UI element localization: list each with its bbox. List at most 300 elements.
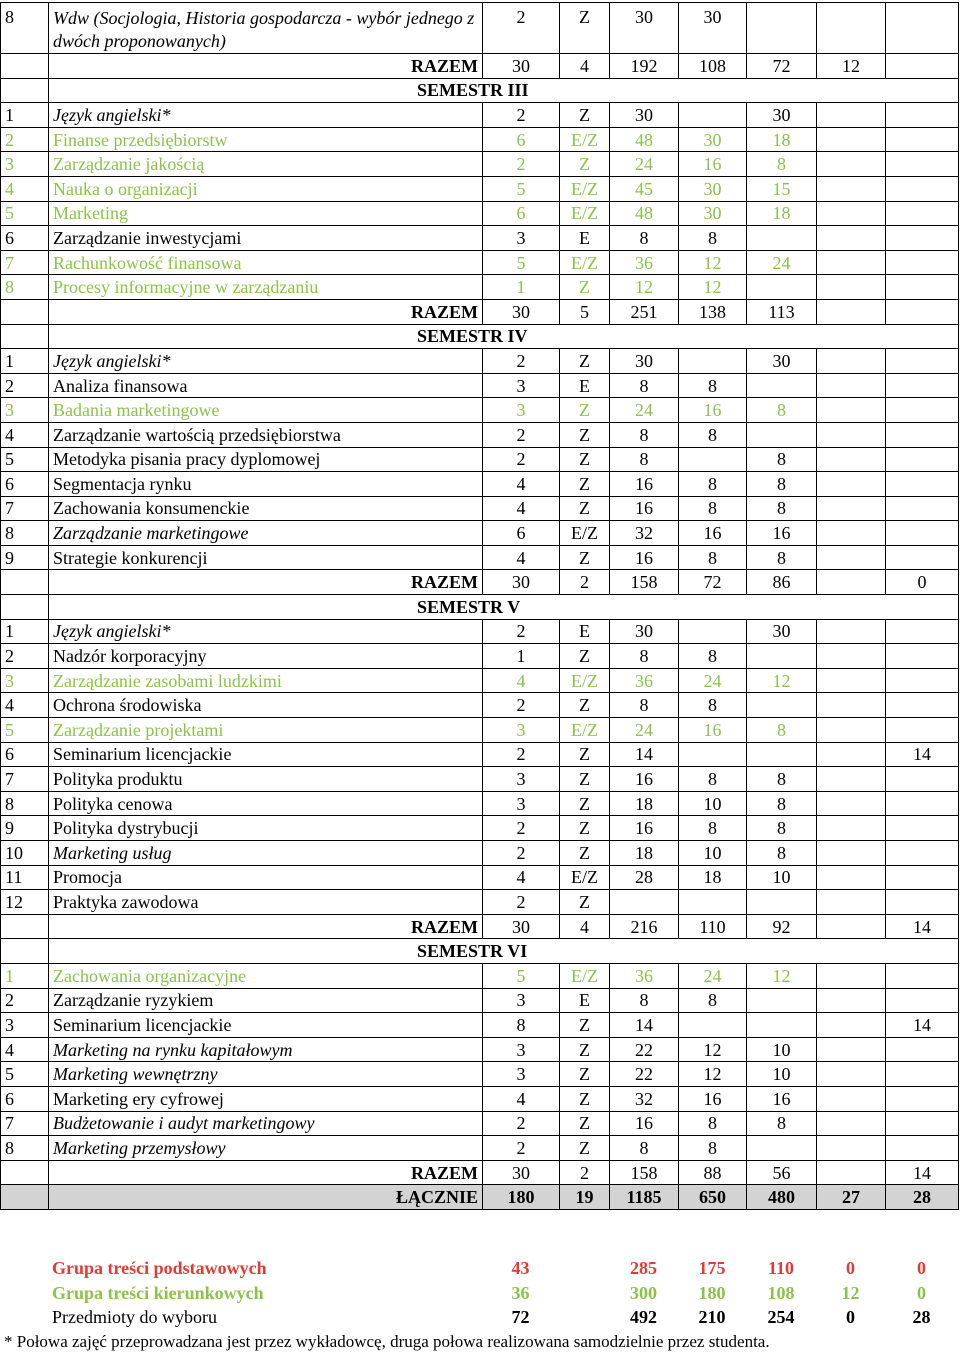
seminar-hours-cell (886, 668, 959, 693)
lecture-hours-cell: 8 (679, 988, 747, 1013)
table-row (1, 1013, 959, 1038)
exam-form-cell: E/Z (560, 668, 610, 693)
ects-cell: 2 (483, 447, 560, 472)
hours-total-cell: 8 (610, 373, 679, 398)
seminar-hours-cell (886, 718, 959, 743)
seminar-hours-cell (886, 644, 959, 669)
table-row (1, 841, 959, 866)
table-row (1, 103, 959, 128)
ects-cell: 2 (483, 349, 560, 374)
seminar-total: 0 (886, 570, 959, 595)
exercise-hours-cell (747, 693, 817, 718)
table-row (1, 644, 959, 669)
table-row (1, 226, 959, 251)
semester-total-label: RAZEM (49, 1160, 483, 1185)
row-number: 10 (1, 841, 49, 866)
course-name: Badania marketingowe (49, 398, 483, 423)
table-row (1, 373, 959, 398)
course-name: Procesy informacyjne w zarządzaniu (49, 275, 483, 300)
exercise-hours-cell (747, 1136, 817, 1161)
table-row (1, 865, 959, 890)
lecture-hours-cell: 16 (679, 1086, 747, 1111)
lab-hours-cell (817, 545, 886, 570)
ects-cell: 5 (483, 250, 560, 275)
table-row (1, 767, 959, 792)
course-name: Zachowania organizacyjne (49, 963, 483, 988)
course-name: Budżetowanie i audyt marketingowy (49, 1111, 483, 1136)
lab-hours-cell (817, 176, 886, 201)
table-row (1, 250, 959, 275)
lecture-hours-cell: 30 (679, 3, 747, 54)
row-number: 5 (1, 1062, 49, 1087)
lecture-hours-cell: 12 (679, 275, 747, 300)
hours-total: 192 (610, 54, 679, 79)
course-name: Marketing (49, 201, 483, 226)
exercise-hours-cell: 10 (747, 865, 817, 890)
exercise-hours-cell: 30 (747, 103, 817, 128)
ects-cell: 3 (483, 767, 560, 792)
course-name: Polityka cenowa (49, 791, 483, 816)
seminar-hours-cell (886, 816, 959, 841)
table-row (1, 570, 959, 595)
lecture-hours-cell (679, 349, 747, 374)
ects-cell: 4 (483, 472, 560, 497)
lecture-hours-cell: 16 (679, 152, 747, 177)
row-number: 8 (1, 275, 49, 300)
course-name: Zarządzanie ryzykiem (49, 988, 483, 1013)
empty-cell (1, 1160, 49, 1185)
lecture-hours-cell: 30 (679, 201, 747, 226)
hours-total-cell: 14 (610, 1013, 679, 1038)
table-row (1, 3, 959, 54)
ects-cell: 2 (483, 816, 560, 841)
hours-total: 1185 (610, 1185, 679, 1210)
course-name: Zarządzanie jakością (49, 152, 483, 177)
grand-total-label: ŁĄCZNIE (49, 1185, 483, 1210)
hours-total-cell: 36 (610, 668, 679, 693)
ects-total: 30 (483, 1160, 560, 1185)
empty-cell (0, 1281, 48, 1306)
seminar-hours-cell (886, 545, 959, 570)
seminar-hours-cell (886, 791, 959, 816)
lab-hours-cell (817, 275, 886, 300)
course-name: Finanse przedsiębiorstw (49, 127, 483, 152)
hours-total-cell: 16 (610, 1111, 679, 1136)
empty-cell (0, 1256, 48, 1281)
seminar-hours-cell (886, 250, 959, 275)
hours-total-cell: 30 (610, 619, 679, 644)
course-name: Polityka produktu (49, 767, 483, 792)
hours-total-cell: 8 (610, 1136, 679, 1161)
seminar-hours-cell: 14 (886, 1013, 959, 1038)
exam-form-cell: Z (560, 349, 610, 374)
lab-hours-cell (817, 767, 886, 792)
table-row (1, 275, 959, 300)
lecture-hours-cell: 8 (679, 644, 747, 669)
seminar-total (886, 54, 959, 79)
seminar-hours-cell (886, 275, 959, 300)
exam-count: 19 (560, 1185, 610, 1210)
exercise-total: 92 (747, 914, 817, 939)
seminar-hours-cell (886, 422, 959, 447)
exercise-hours-cell: 8 (747, 398, 817, 423)
lecture-total: 138 (679, 299, 747, 324)
exam-form-cell: Z (560, 545, 610, 570)
ects-cell: 2 (483, 619, 560, 644)
course-name: Promocja (49, 865, 483, 890)
ects-cell: 4 (483, 496, 560, 521)
table-row (1, 201, 959, 226)
exercise-hours-cell: 10 (747, 1037, 817, 1062)
seminar-hours-cell (886, 226, 959, 251)
table-row (1, 1037, 959, 1062)
table-row (1, 54, 959, 79)
table-row (1, 668, 959, 693)
seminar-hours-cell (886, 988, 959, 1013)
lecture-total: 88 (679, 1160, 747, 1185)
table-row (1, 1136, 959, 1161)
semester-header: SEMESTR VI (49, 939, 959, 964)
seminar-hours-cell (886, 176, 959, 201)
seminar-hours-cell (886, 890, 959, 915)
ects-cell: 2 (483, 422, 560, 447)
row-number: 11 (1, 865, 49, 890)
exercise-total: 480 (747, 1185, 817, 1210)
lab-hours-cell (817, 1062, 886, 1087)
exercise-hours-cell: 8 (747, 152, 817, 177)
hours-total-cell: 16 (610, 472, 679, 497)
ects-total: 72 (511, 1307, 530, 1328)
lab-hours-cell (817, 988, 886, 1013)
ects-total: 180 (483, 1185, 560, 1210)
lab-total (817, 570, 886, 595)
course-name: Polityka dystrybucji (49, 816, 483, 841)
lecture-hours-cell: 24 (679, 963, 747, 988)
exam-form-cell: E/Z (560, 963, 610, 988)
footnote: * Połowa zajęć przeprowadzana jest przez wykładowcę, druga połowa realizowana samodzielnie przez studenta. (4, 1332, 770, 1351)
ects-cell: 6 (483, 521, 560, 546)
row-number: 8 (1, 521, 49, 546)
lab-total: 27 (817, 1185, 886, 1210)
summary-row (0, 1281, 958, 1306)
exam-count: 4 (560, 914, 610, 939)
row-number: 4 (1, 693, 49, 718)
course-name: Język angielski* (49, 619, 483, 644)
exam-form-cell: E/Z (560, 865, 610, 890)
ects-cell: 2 (483, 103, 560, 128)
empty-cell (0, 1305, 48, 1330)
exercise-hours-cell: 8 (747, 767, 817, 792)
ects-cell: 2 (483, 152, 560, 177)
lab-hours-cell (817, 1111, 886, 1136)
exercise-hours-cell: 16 (747, 1086, 817, 1111)
exercise-total: 108 (767, 1282, 795, 1303)
lab-total: 0 (846, 1307, 855, 1328)
row-number: 9 (1, 816, 49, 841)
course-name: Marketing przemysłowy (49, 1136, 483, 1161)
lecture-total: 210 (698, 1307, 726, 1328)
lab-hours-cell (817, 816, 886, 841)
empty-cell (1, 570, 49, 595)
hours-total-cell: 22 (610, 1062, 679, 1087)
lecture-hours-cell: 18 (679, 865, 747, 890)
lab-hours-cell (817, 1086, 886, 1111)
lecture-hours-cell: 8 (679, 373, 747, 398)
lecture-total: 108 (679, 54, 747, 79)
exam-form-cell: E (560, 619, 610, 644)
seminar-total: 0 (917, 1258, 926, 1279)
ects-total: 30 (483, 54, 560, 79)
exam-form-cell: Z (560, 767, 610, 792)
table-row (1, 78, 959, 103)
lab-total: 0 (846, 1258, 855, 1279)
row-number: 8 (1, 3, 49, 54)
lecture-hours-cell: 8 (679, 1111, 747, 1136)
seminar-hours-cell (886, 398, 959, 423)
row-number: 3 (1, 152, 49, 177)
seminar-hours-cell (886, 865, 959, 890)
hours-total-cell: 30 (610, 349, 679, 374)
hours-total-cell: 32 (610, 521, 679, 546)
table-row (1, 890, 959, 915)
table-row (1, 1062, 959, 1087)
hours-total-cell: 8 (610, 422, 679, 447)
row-number: 1 (1, 349, 49, 374)
lab-total (817, 1160, 886, 1185)
exam-form-cell: Z (560, 1136, 610, 1161)
hours-total-cell: 45 (610, 176, 679, 201)
lab-hours-cell (817, 447, 886, 472)
exam-count (559, 1256, 609, 1281)
exercise-hours-cell: 8 (747, 496, 817, 521)
table-row (1, 324, 959, 349)
exercise-total: 72 (747, 54, 817, 79)
row-number: 2 (1, 644, 49, 669)
hours-total-cell: 30 (610, 3, 679, 54)
ects-cell: 2 (483, 841, 560, 866)
exam-form-cell: Z (560, 791, 610, 816)
row-number: 2 (1, 127, 49, 152)
course-name: Praktyka zawodowa (49, 890, 483, 915)
exam-form-cell: Z (560, 275, 610, 300)
lecture-hours-cell: 8 (679, 1136, 747, 1161)
course-name: Wdw (Socjologia, Historia gospodarcza - wybór jednego z dwóch proponowanych) (49, 3, 483, 54)
lab-total: 12 (817, 54, 886, 79)
row-number: 2 (1, 988, 49, 1013)
lecture-hours-cell: 8 (679, 496, 747, 521)
summary-label: Grupa treści podstawowych (52, 1258, 267, 1279)
lab-hours-cell (817, 644, 886, 669)
ects-cell: 5 (483, 176, 560, 201)
seminar-total: 14 (886, 1160, 959, 1185)
ects-cell: 2 (483, 3, 560, 54)
lab-hours-cell (817, 718, 886, 743)
exam-form-cell: E/Z (560, 176, 610, 201)
exercise-hours-cell: 8 (747, 816, 817, 841)
course-name: Nauka o organizacji (49, 176, 483, 201)
empty-cell (1, 78, 49, 103)
lab-hours-cell (817, 472, 886, 497)
seminar-hours-cell (886, 496, 959, 521)
lecture-total: 650 (679, 1185, 747, 1210)
lab-hours-cell (817, 398, 886, 423)
ects-cell: 3 (483, 226, 560, 251)
seminar-total: 28 (912, 1307, 931, 1328)
exam-form-cell: Z (560, 422, 610, 447)
row-number: 6 (1, 226, 49, 251)
exam-form-cell: E (560, 226, 610, 251)
course-name: Rachunkowość finansowa (49, 250, 483, 275)
course-name: Zarządzanie projektami (49, 718, 483, 743)
lab-total: 12 (841, 1282, 860, 1303)
exercise-total: 113 (747, 299, 817, 324)
lecture-hours-cell: 12 (679, 1037, 747, 1062)
course-name: Marketing wewnętrzny (49, 1062, 483, 1087)
study-plan-table (0, 2, 959, 1210)
course-name: Marketing na rynku kapitałowym (49, 1037, 483, 1062)
exam-form-cell: Z (560, 472, 610, 497)
course-name: Język angielski* (49, 103, 483, 128)
seminar-hours-cell: 14 (886, 742, 959, 767)
exam-form-cell: Z (560, 1086, 610, 1111)
summary-row (0, 1305, 958, 1330)
exam-count: 2 (560, 1160, 610, 1185)
lab-hours-cell (817, 103, 886, 128)
hours-total-cell: 36 (610, 963, 679, 988)
hours-total-cell: 8 (610, 447, 679, 472)
table-row (1, 595, 959, 620)
exercise-hours-cell (747, 988, 817, 1013)
seminar-hours-cell (886, 103, 959, 128)
course-name: Ochrona środowiska (49, 693, 483, 718)
lecture-hours-cell (679, 742, 747, 767)
hours-total-cell: 8 (610, 693, 679, 718)
row-number: 4 (1, 1037, 49, 1062)
empty-cell (1, 324, 49, 349)
table-row (1, 545, 959, 570)
exercise-hours-cell (747, 275, 817, 300)
empty-cell (1, 914, 49, 939)
exam-count: 4 (560, 54, 610, 79)
lab-hours-cell (817, 373, 886, 398)
lab-hours-cell (817, 742, 886, 767)
table-row (1, 299, 959, 324)
lab-hours-cell (817, 250, 886, 275)
hours-total-cell: 18 (610, 791, 679, 816)
lab-hours-cell (817, 1037, 886, 1062)
exam-count: 5 (560, 299, 610, 324)
seminar-hours-cell (886, 1062, 959, 1087)
hours-total-cell: 16 (610, 545, 679, 570)
lab-hours-cell (817, 890, 886, 915)
lecture-hours-cell: 8 (679, 767, 747, 792)
summary-label: Przedmioty do wyboru (52, 1307, 217, 1328)
lecture-hours-cell: 16 (679, 398, 747, 423)
exercise-total: 86 (747, 570, 817, 595)
row-number: 3 (1, 1013, 49, 1038)
course-name: Zarządzanie marketingowe (49, 521, 483, 546)
hours-total: 285 (630, 1258, 657, 1279)
row-number: 6 (1, 472, 49, 497)
lecture-hours-cell: 30 (679, 127, 747, 152)
seminar-hours-cell (886, 1111, 959, 1136)
ects-cell: 2 (483, 693, 560, 718)
table-row (1, 791, 959, 816)
lecture-hours-cell (679, 890, 747, 915)
lecture-total: 110 (679, 914, 747, 939)
course-name: Zarządzanie inwestycjami (49, 226, 483, 251)
lecture-hours-cell: 30 (679, 176, 747, 201)
hours-total-cell: 14 (610, 742, 679, 767)
row-number: 2 (1, 373, 49, 398)
row-number: 6 (1, 742, 49, 767)
ects-cell: 4 (483, 668, 560, 693)
seminar-total: 28 (886, 1185, 959, 1210)
summary-label: Grupa treści kierunkowych (52, 1282, 264, 1303)
exercise-hours-cell: 30 (747, 619, 817, 644)
hours-total-cell: 24 (610, 718, 679, 743)
lab-hours-cell (817, 127, 886, 152)
exercise-hours-cell (747, 1013, 817, 1038)
ects-cell: 3 (483, 1062, 560, 1087)
hours-total-cell (610, 890, 679, 915)
summary-row (0, 1256, 958, 1281)
exercise-hours-cell: 18 (747, 127, 817, 152)
course-name: Zarządzanie zasobami ludzkimi (49, 668, 483, 693)
seminar-hours-cell (886, 693, 959, 718)
seminar-total: 0 (917, 1282, 926, 1303)
row-number: 4 (1, 176, 49, 201)
exercise-hours-cell: 30 (747, 349, 817, 374)
hours-total-cell: 48 (610, 127, 679, 152)
exam-form-cell: E/Z (560, 250, 610, 275)
hours-total-cell: 12 (610, 275, 679, 300)
ects-cell: 1 (483, 644, 560, 669)
exercise-hours-cell: 8 (747, 718, 817, 743)
semester-total-label: RAZEM (49, 914, 483, 939)
ects-cell: 2 (483, 890, 560, 915)
course-name: Analiza finansowa (49, 373, 483, 398)
row-number: 5 (1, 447, 49, 472)
hours-total: 158 (610, 1160, 679, 1185)
row-number: 1 (1, 963, 49, 988)
ects-cell: 3 (483, 988, 560, 1013)
course-name: Zarządzanie wartością przedsiębiorstwa (49, 422, 483, 447)
ects-cell: 4 (483, 1086, 560, 1111)
seminar-hours-cell (886, 447, 959, 472)
hours-total-cell: 16 (610, 816, 679, 841)
summary-table (0, 1256, 958, 1330)
seminar-hours-cell (886, 152, 959, 177)
exercise-total: 110 (767, 1258, 794, 1279)
seminar-total (886, 299, 959, 324)
row-number: 8 (1, 1136, 49, 1161)
exercise-hours-cell: 15 (747, 176, 817, 201)
row-number: 3 (1, 668, 49, 693)
ects-cell: 2 (483, 742, 560, 767)
seminar-hours-cell (886, 373, 959, 398)
ects-cell: 5 (483, 963, 560, 988)
hours-total-cell: 30 (610, 103, 679, 128)
row-number: 1 (1, 103, 49, 128)
lab-total (817, 299, 886, 324)
lab-hours-cell (817, 3, 886, 54)
hours-total-cell: 24 (610, 398, 679, 423)
hours-total-cell: 16 (610, 496, 679, 521)
row-number: 8 (1, 791, 49, 816)
semester-total-label: RAZEM (49, 570, 483, 595)
hours-total-cell: 22 (610, 1037, 679, 1062)
